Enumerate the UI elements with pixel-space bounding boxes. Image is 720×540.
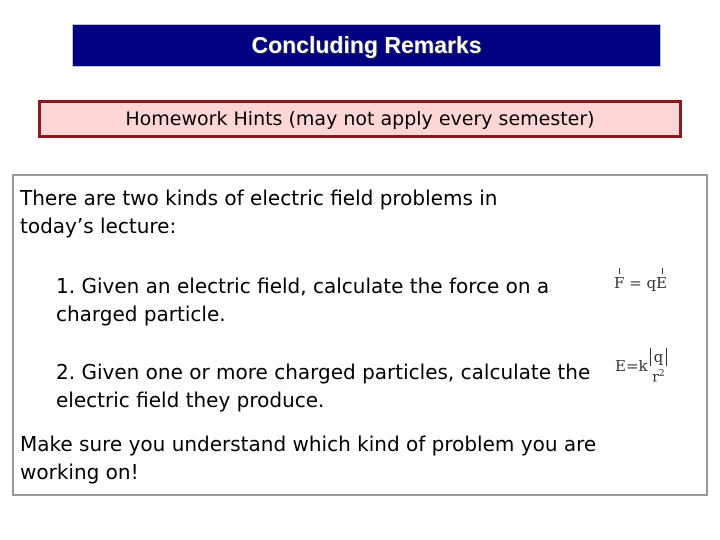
slide-title: Concluding Remarks: [251, 32, 482, 58]
field-formula-lhs: E=k: [615, 356, 648, 375]
homework-hint-box: [38, 100, 682, 138]
field-formula-denominator: [652, 366, 664, 386]
force-formula: [614, 274, 667, 292]
problem-type-2: 2. Given one or more charged particles, calculate the electric field they produce.: [56, 360, 591, 412]
field-formula-r: r: [652, 369, 659, 386]
field-formula-exponent: 2: [658, 369, 665, 379]
content-box: [12, 174, 708, 496]
intro-text: There are two kinds of electric field problems in today’s lecture:: [20, 186, 498, 238]
force-vector-symbol: F: [614, 274, 625, 292]
problem-type-1: 1. Given an electric field, calculate the force on a charged particle.: [56, 274, 550, 326]
coulomb-field-formula: [615, 348, 667, 386]
field-vector-symbol: E: [656, 274, 668, 292]
field-formula-numerator: q: [650, 348, 668, 366]
field-formula-fraction: [650, 348, 668, 386]
force-formula-middle: = q: [624, 274, 657, 292]
slide-title-bar: [72, 24, 661, 67]
closing-text: Make sure you understand which kind of problem you are working on!: [20, 432, 597, 484]
homework-hint-text: Homework Hints (may not apply every semester): [125, 108, 595, 130]
